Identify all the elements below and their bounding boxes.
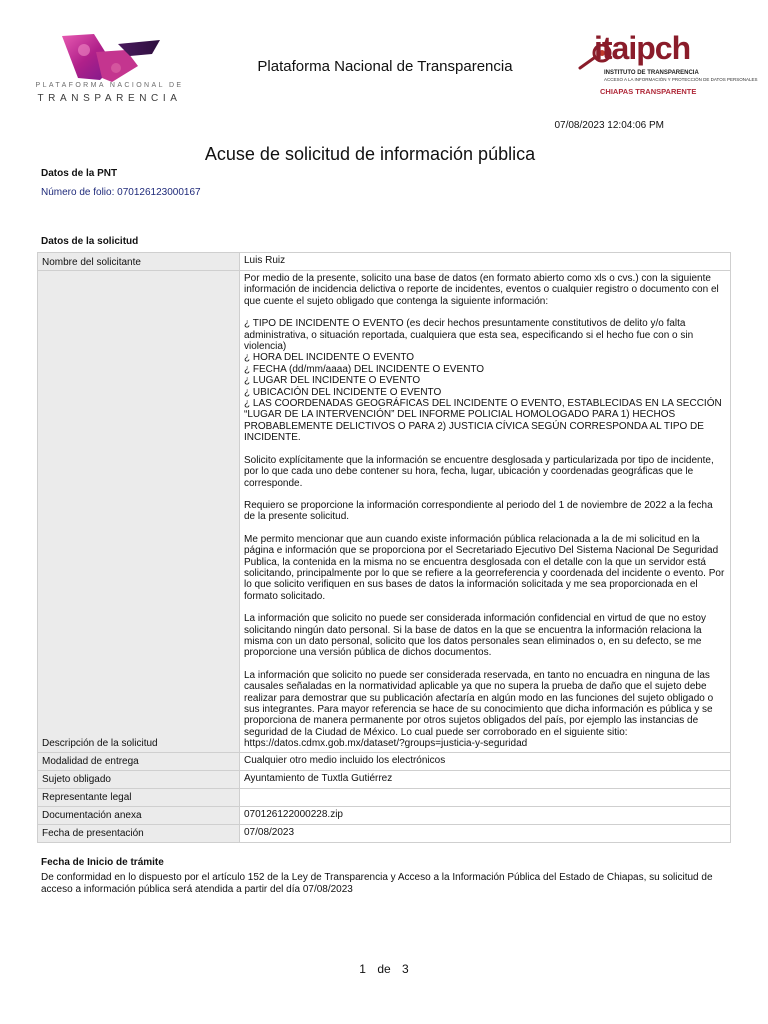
itaipch-logo-line1: INSTITUTO DE TRANSPARENCIA: [604, 70, 699, 76]
row-value-nombre: Luis Ruiz: [240, 253, 731, 271]
table-row: [38, 770, 731, 788]
document-header: [0, 0, 768, 110]
page-total: 3: [402, 962, 409, 976]
page-number: 1: [359, 962, 366, 976]
table-row: [38, 752, 731, 770]
table-row: [38, 824, 731, 842]
table-row: [38, 788, 731, 806]
itaipch-logo-word: itaipch: [594, 30, 691, 66]
page-counter: [0, 962, 768, 976]
row-value-modalidad: Cualquier otro medio incluido los electrónicos: [240, 752, 731, 770]
list-item: ¿ UBICACIÓN DEL INCIDENTE O EVENTO: [244, 386, 442, 398]
timestamp: 07/08/2023 12:04:06 PM: [554, 120, 664, 131]
list-item: ¿ HORA DEL INCIDENTE O EVENTO: [244, 352, 415, 364]
row-value-representante: [240, 788, 731, 806]
row-value-descripcion: [240, 271, 731, 753]
list-item: ¿ TIPO DE INCIDENTE O EVENTO (es decir hechos presuntamente constitutivos de delito y/o falta administrativa, o situación reportada, cualquiera que esta sea, especificando si el hecho fue con o sin violencia): [244, 318, 694, 353]
row-label-descripcion: Descripción de la solicitud: [38, 271, 240, 753]
itaipch-logo: [578, 30, 758, 100]
list-item: ¿ LUGAR DEL INCIDENTE O EVENTO: [244, 375, 421, 387]
pnt-logo-line1: PLATAFORMA NACIONAL DE: [35, 82, 184, 89]
row-label-nombre: Nombre del solicitante: [38, 253, 240, 271]
list-item: ¿ FECHA (dd/mm/aaaa) DEL INCIDENTE O EVENTO: [244, 363, 485, 375]
row-value-sujeto: Ayuntamiento de Tuxtla Gutiérrez: [240, 770, 731, 788]
table-row: [38, 253, 731, 271]
description-paragraph: Solicito explícitamente que la información se encuentre desglosada y particularizada por tipo de incidente, por lo que cada uno debe contener su hora, fecha, lugar, ubicación y coordenadas geográficas que le corresponde.: [244, 454, 714, 489]
description-paragraph: La información que solicito no puede ser considerada información confidencial en virtud de que no estoy solicitando ningún dato personal. Si la base de datos en la que se encuentra la información relaciona la misma con un dato personal, solicito que los datos personales sean eliminados o, en su defecto, se me proporcione una versión pública de dichos documentos.: [244, 613, 706, 659]
tramite-text: De conformidad en lo dispuesto por el artículo 152 de la Ley de Transparencia y Acceso a la Información Pública del Estado de Chiapas, su solicitud de acceso a información pública será atendida a partir del día 07/08/2023: [41, 872, 713, 895]
description-list: [244, 318, 726, 443]
request-data-table: [37, 252, 731, 843]
description-paragraph: Requiero se proporcione la información correspondiente al periodo del 1 de noviembre de 2022 a la fecha de la presente solicitud.: [244, 499, 713, 523]
description-paragraph: [244, 670, 726, 750]
solicitud-section-label: Datos de la solicitud: [41, 236, 139, 247]
pnt-logo-line2: TRANSPARENCIA: [37, 93, 182, 104]
row-label-sujeto: Sujeto obligado: [38, 770, 240, 788]
table-row: [38, 271, 731, 753]
row-label-representante: Representante legal: [38, 788, 240, 806]
pnt-section-label: Datos de la PNT: [41, 168, 118, 179]
itaipch-logo-line2: ACCESO A LA INFORMACIÓN Y PROTECCIÓN DE DATOS PERSONALES: [604, 77, 758, 82]
pnt-logo-mark: [56, 32, 166, 84]
pnt-logo: [22, 32, 197, 107]
table-row: [38, 806, 731, 824]
dataset-url: https://datos.cdmx.gob.mx/dataset/?groups=justicia-y-seguridad: [244, 738, 528, 750]
row-label-documentacion: Documentación anexa: [38, 806, 240, 824]
document-title: Acuse de solicitud de información pública: [204, 144, 536, 164]
row-label-modalidad: Modalidad de entrega: [38, 752, 240, 770]
description-paragraph: Me permito mencionar que aun cuando existe información pública relacionada a la de mi solicitud en la página e información que se proporciona por el Secretariado Ejecutivo Del Sistema Nacional De Seguridad Publica, la contenida en la misma no se encuentra desglosada con el detalle con la que un servidor está solicitando, principalmente por lo que se refiere a la georreferencia y coordenada del incidente o evento. Por lo que solicito verifiquen en sus bases de datos la información solicitada y me sea proporcionada en el formato solicitado.: [244, 533, 725, 602]
row-label-fecha: Fecha de presentación: [38, 824, 240, 842]
row-value-fecha: 07/08/2023: [240, 824, 731, 842]
page-of-label: de: [377, 962, 391, 976]
itaipch-logo-line3: CHIAPAS TRANSPARENTE: [600, 87, 697, 96]
tramite-title: Fecha de Inicio de trámite: [41, 857, 164, 868]
row-value-documentacion: 070126122000228.zip: [240, 806, 731, 824]
description-paragraph: Por medio de la presente, solicito una base de datos (en formato abierto como xls o cvs.) con la siguiente información de incidencia delictiva o reporte de incidentes, eventos o cualquier registro o documento con el que cuente el sujeto obligado que contenga la siguiente información:: [244, 273, 719, 307]
folio-number: Número de folio: 070126123000167: [41, 187, 201, 198]
list-item: ¿ LAS COORDENADAS GEOGRÁFICAS DEL INCIDENTE O EVENTO, ESTABLECIDAS EN LA SECCIÓN “LUGAR DE LA INTERVENCIÓN” DEL INFORME POLICIAL HOMOLOGADO PARA 1) HECHOS PROBABLEMENTE DELICTIVOS O PARA 2) JUSTICIA CÍVICA SEGÚN CORRESPONDA AL TIPO DE INCIDENTE.: [244, 398, 722, 444]
description-paragraph-text: La información que solicito no puede ser considerada reservada, en tanto no encuadra en ninguna de las causales señaladas en la normatividad aplicable ya que no supera la prueba de daño que el sujeto debe realizar para demostrar que su publicación afectaría en algún modo en las funciones del sujeto obligado o sus integrantes. Para mayor referencia se hace de su conocimiento que dicha información es pública y se proporciona de manera permanente por otros sujetos obligados del país, por ejemplo las instancias de seguridad de la Ciudad de México. Lo cual puede ser corroborado en el siguiente sitio:: [244, 669, 714, 738]
header-title: Plataforma Nacional de Transparencia: [257, 58, 513, 75]
